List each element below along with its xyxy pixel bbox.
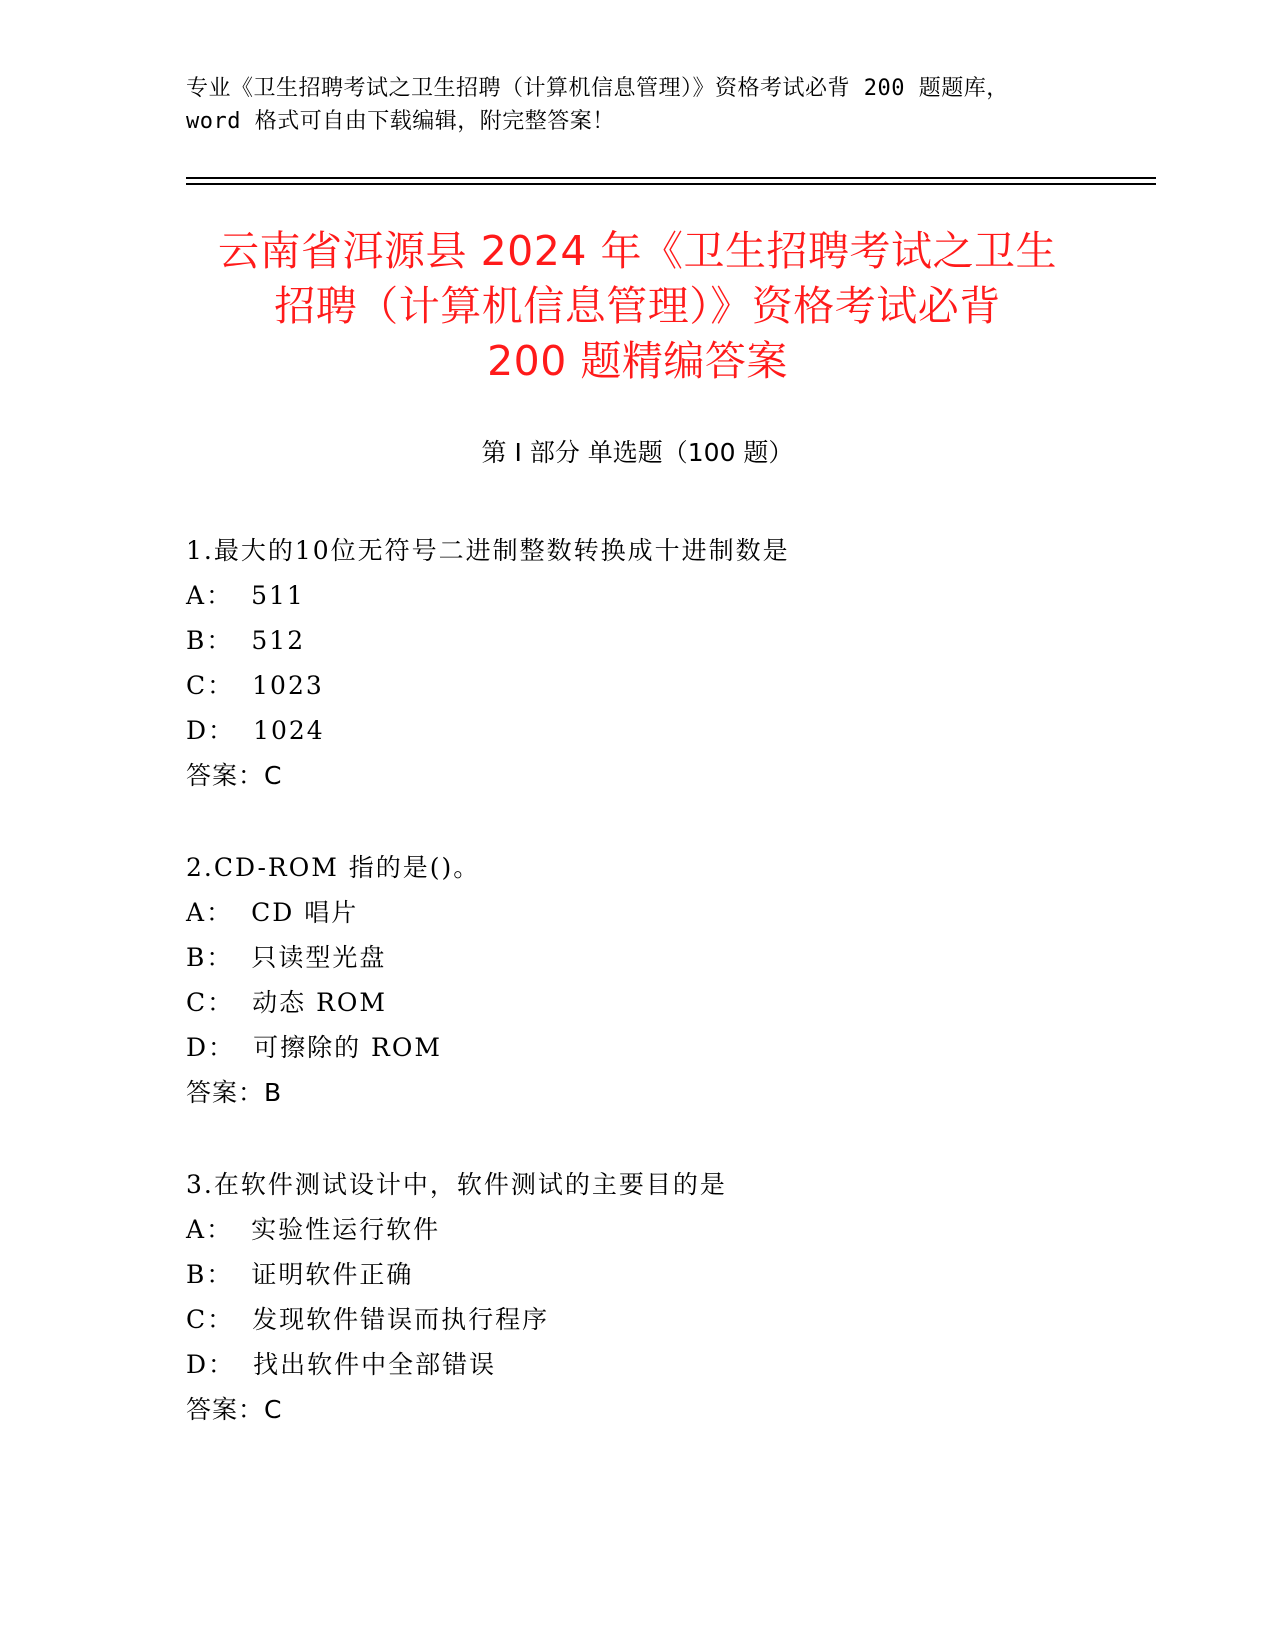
option-letter: D: [186, 716, 209, 745]
option-text: CD 唱片: [251, 898, 359, 927]
option-d: [186, 708, 1166, 753]
answer-value: B: [264, 1078, 283, 1107]
answer-line: [186, 1070, 1166, 1115]
intro-line-1: 专业《卫生招聘考试之卫生招聘（计算机信息管理）》资格考试必背 200 题题库，: [186, 76, 1009, 101]
option-c: [186, 663, 1166, 708]
answer-line: [186, 753, 1166, 798]
option-separator: ：: [206, 1215, 234, 1244]
option-text: 只读型光盘: [251, 943, 387, 972]
document-title: [150, 224, 1125, 389]
option-separator: ：: [208, 1033, 236, 1062]
title-line-1: 云南省洱源县 2024 年《卫生招聘考试之卫生: [218, 227, 1057, 275]
option-separator: ：: [208, 1350, 236, 1379]
option-text: 找出软件中全部错误: [253, 1350, 497, 1379]
option-letter: C: [186, 1305, 208, 1334]
answer-value: C: [264, 761, 283, 790]
option-letter: B: [186, 626, 207, 655]
option-separator: ：: [207, 988, 235, 1017]
option-c: [186, 1297, 1166, 1342]
option-text: 动态 ROM: [252, 988, 388, 1017]
option-letter: C: [186, 671, 208, 700]
option-separator: ：: [206, 943, 234, 972]
option-letter: D: [186, 1033, 209, 1062]
option-separator: ：: [207, 1305, 235, 1334]
option-letter: B: [186, 943, 207, 972]
answer-label: 答案：: [186, 761, 265, 790]
option-letter: B: [186, 1260, 207, 1289]
question-stem: 3.在软件测试设计中，软件测试的主要目的是: [186, 1170, 727, 1199]
question-list: [186, 528, 1166, 1479]
option-text: 511: [251, 581, 305, 610]
answer-label: 答案：: [186, 1078, 265, 1107]
intro-line-2: word 格式可自由下载编辑，附完整答案！: [186, 109, 615, 134]
option-d: [186, 1342, 1166, 1387]
option-separator: ：: [206, 581, 234, 610]
document-intro: [186, 72, 1106, 138]
option-text: 实验性运行软件: [251, 1215, 441, 1244]
question-2: [186, 845, 1166, 1115]
option-b: [186, 618, 1166, 663]
title-line-3: 200 题精编答案: [487, 337, 788, 385]
option-text: 可擦除的 ROM: [253, 1033, 442, 1062]
option-b: [186, 935, 1166, 980]
option-text: 证明软件正确: [251, 1260, 414, 1289]
option-text: 发现软件错误而执行程序: [252, 1305, 550, 1334]
header-divider-bottom: [186, 183, 1156, 185]
answer-value: C: [264, 1395, 283, 1424]
option-letter: A: [186, 581, 207, 610]
option-letter: A: [186, 898, 207, 927]
title-line-2: 招聘（计算机信息管理）》资格考试必背: [274, 282, 1001, 330]
option-letter: C: [186, 988, 208, 1017]
option-a: [186, 1207, 1166, 1252]
option-letter: A: [186, 1215, 207, 1244]
option-d: [186, 1025, 1166, 1070]
option-letter: D: [186, 1350, 209, 1379]
option-separator: ：: [208, 716, 236, 745]
question-stem: 2.CD-ROM 指的是()。: [186, 853, 481, 882]
section-heading: 第 I 部分 单选题（100 题）: [481, 438, 794, 467]
option-text: 1023: [252, 671, 324, 700]
answer-line: [186, 1387, 1166, 1432]
option-separator: ：: [207, 671, 235, 700]
option-text: 1024: [253, 716, 325, 745]
question-stem: 1.最大的10位无符号二进制整数转换成十进制数是: [186, 536, 790, 565]
question-3: [186, 1162, 1166, 1432]
option-separator: ：: [206, 898, 234, 927]
option-separator: ：: [206, 1260, 234, 1289]
answer-label: 答案：: [186, 1395, 265, 1424]
header-divider-top: [186, 177, 1156, 179]
question-1: [186, 528, 1166, 798]
option-separator: ：: [206, 626, 234, 655]
option-a: [186, 573, 1166, 618]
option-c: [186, 980, 1166, 1025]
option-a: [186, 890, 1166, 935]
option-b: [186, 1252, 1166, 1297]
option-text: 512: [251, 626, 306, 655]
